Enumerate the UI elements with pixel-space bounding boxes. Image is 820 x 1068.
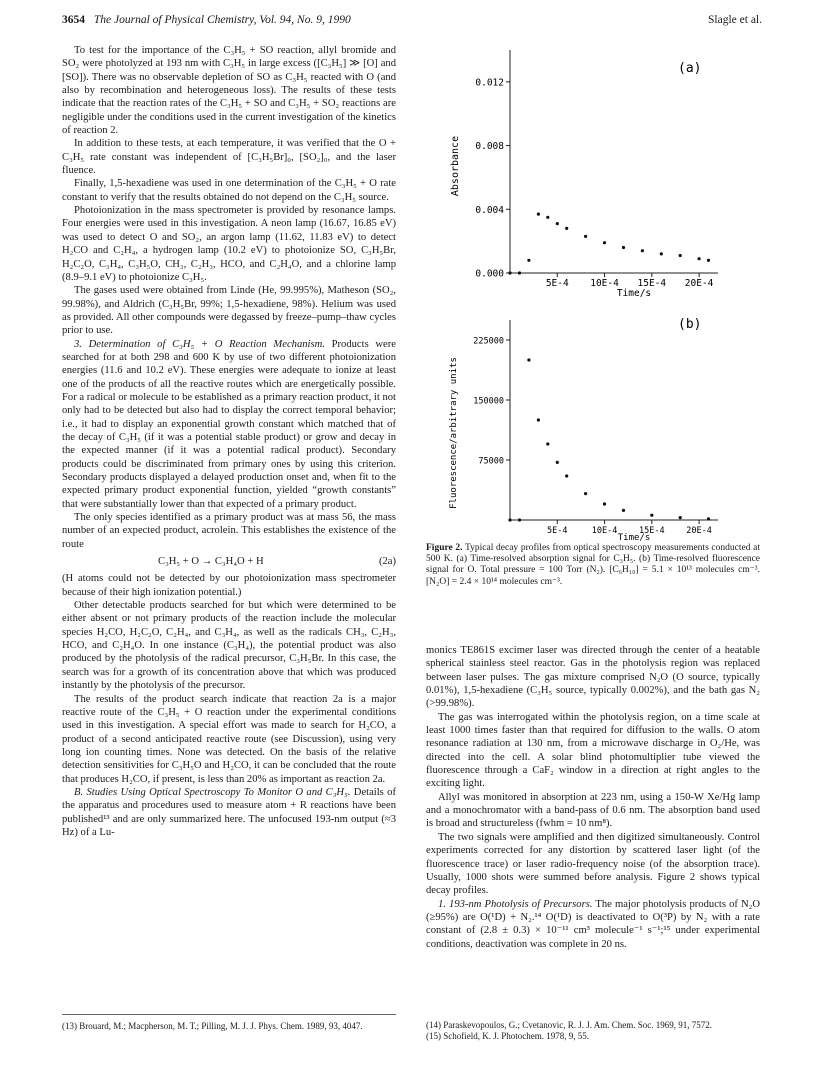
data-point (556, 222, 559, 225)
footnotes-right (426, 1014, 760, 1042)
y-tick-label: 75000 (478, 456, 504, 467)
data-point (622, 509, 625, 512)
data-point (584, 235, 587, 238)
paragraph: The results of the product search indicate that reaction 2a is a major reactive route of the C₃H₅ + O reaction under the experimental conditions used in this investigation. A special effort was made to search for H₂CO, a product of a second anticipated reactive route (see Discussion), using very long ion counting times. None was detected. On the basis of the relative detection sensitivities for C₃H₅O and H₂CO, it can be concluded that the route that produces H₂CO, if present, is less than 20% as important as reaction 2a. (62, 693, 396, 785)
x-tick-label: 5E-4 (545, 278, 569, 289)
data-point (641, 249, 644, 252)
figure-caption-label: Figure 2. (426, 543, 463, 553)
paragraph: Allyl was monitored in absorption at 223 nm, using a 150-W Xe/Hg lamp and a monochromator with a band-pass of 0.6 nm. The absorption band used is broad and structureless (fwhm = 10 nm⁸). (426, 791, 760, 830)
equation-number: (2a) (378, 556, 396, 568)
x-tick-label: 20E-4 (684, 278, 714, 289)
data-point (537, 213, 540, 216)
paragraph: The gases used were obtained from Linde (He, 99.995%), Matheson (SO₂, 99.98%), and Aldrich (C₃H₅Br, 99%; 1,5-hexadiene, 98%). Helium was used as provided. All other compounds were degassed by freeze–pump–thaw cycles prior to use. (62, 285, 396, 337)
section-heading: 1. 193-nm Photolysis of Precursors. (438, 898, 593, 910)
data-point (508, 271, 511, 274)
figure-caption-text: Typical decay profiles from optical spectroscopy measurements conducted at 500 K. (a) Time-resolved absorption signal for C₃H₅. (b) Time-resolved fluorescence signal for O. Total pressure = 100 Torr (N₂). [C₆H₁₀] = 5.1 × 10¹³ molecules cm⁻³. [N₂O] = 2.4 × 10¹⁴ molecules cm⁻³. (426, 543, 760, 587)
section-heading: B. Studies Using Optical Spectroscopy To Monitor O and C₃H₅. (74, 786, 351, 798)
equation (62, 551, 396, 572)
paragraph: The gas was interrogated within the photolysis region, on a time scale at least 1000 times faster than that required for diffusion to the walls. O atom resonance radiation at 130 nm, from a microwave discharge in O₂/He, was directed into the cell. A solar blind photomultiplier tube viewed the fluorescence through a CaF₂ window in a direction at right angles to the exciting light. (426, 711, 760, 790)
y-tick-label: 0.012 (475, 77, 504, 89)
data-point (707, 259, 710, 262)
paragraph-text: Details of the apparatus and procedures used to measure atom + R reactions have been published¹³ and are only summarized here. The unfocused 193-nm output (≈3 Hz) of a Lu- (62, 786, 396, 838)
data-point (518, 271, 521, 274)
page-header (62, 14, 762, 32)
footnote: (13) Brouard, M.; Macpherson, M. T.; Pilling, M. J. J. Phys. Chem. 1989, 93, 4047. (62, 1021, 363, 1031)
paragraph: monics TE861S excimer laser was directed through the center of a heatable spherical stainless steel reactor. Gas in the photolysis region was replaced between laser pulses. The gas mixture comprised N₂O (O source, typically 0.01%), 1,5-hexadiene (C₃H₅ source, typically 0.002%), and the bath gas N₂ (>99.98%). (426, 645, 760, 710)
panel-a-yticks (475, 77, 510, 279)
section-heading: 3. Determination of C₃H₅ + O Reaction Mechanism. (74, 338, 325, 350)
data-point (508, 518, 511, 521)
paragraph: Other detectable products searched for but which were determined to be either absent or not primary products of the reaction include the molecular species H₂CO, H₂C₂O, C₂H₄, and C₃H₄, as well as the radicals CH₃, C₂H₃, HCO, and C₂H₄O. In one instance (C₃H₄), the potential product was also produced by the photolysis of the radical precursor, C₃H₅Br. In this case, the search was for a growth of its concentration above that which was produced instantly by the photolysis of the precursor. (62, 600, 396, 692)
panel-a-xlabel: Time/s (616, 288, 652, 299)
y-tick-label: 0.004 (475, 204, 504, 216)
data-point (556, 461, 559, 464)
y-tick-label: 0.008 (475, 141, 504, 153)
equation-body: C₃H₅ + O → C₃H₄O + H (158, 556, 264, 568)
footnote: (14) Paraskevopoulos, G.; Cvetanovic, R. J. J. Am. Chem. Soc. 1969, 91, 7572. (426, 1020, 712, 1030)
panel-a-ylabel: Absorbance (450, 135, 461, 197)
panel-b-xlabel: Time/s (617, 533, 651, 543)
data-point (603, 241, 606, 244)
x-tick-label: 15E-4 (639, 526, 665, 536)
panel-a-xticks (546, 273, 714, 289)
footnote: (15) Schofield, K. J. Photochem. 1978, 9, 55. (426, 1031, 589, 1041)
data-point (603, 502, 606, 505)
paragraph: In addition to these tests, at each temperature, it was verified that the O + C₃H₅ rate constant was independent of [C₃H₅Br]₀, [SO₂]₀, and the laser fluence. (62, 138, 396, 177)
panel-b-ylabel: Fluorescence/arbitrary units (449, 357, 459, 509)
paragraph-text: Products were searched for at both 298 and 600 K by use of two different photoionization energies (11.6 and 10.2 eV). These energies were adequate to ionize at least one of the products of all the reactive routes which are energetically possible. For a radical or molecule to be established as a primary reaction product, it not only had to be detected but also had to display the correct temporal behavior; i.e., it had to display an exponential growth constant which matched that of the decay of C₃H₅ (if it was a potential stable product) or grow and decay in the expected manner (if it was a potential radical product). Secondary products could be discriminated from primary ones by using this criterion. Secondary products displayed a delayed production onset and, when fit to the expected primary product exponential function, yielded “growth constants” that were substantially lower than that expected of a primary product. (62, 338, 396, 510)
data-point (650, 514, 653, 517)
x-tick-label: 10E-4 (590, 278, 619, 289)
x-tick-label: 20E-4 (686, 526, 712, 536)
paragraph (426, 898, 760, 951)
panel-a-label: (a) (678, 61, 702, 76)
paragraph: Photoionization in the mass spectrometer is provided by resonance lamps. Four energies were used in this investigation. A neon lamp (16.67, 16.85 eV) was used to detect O and SO₂, an argon lamp (11.62, 11.83 eV) to detect H₂CO and C₂H₄, a hydrogen lamp (10.2 eV) to photoionize SO, C₃H₅Br, H₂C₂O, C₃H₄, C₃H₅O, CH₃, C₂H₃, HCO, and C₂H₄O, and a chlorine lamp (8.9–9.1 eV) to photoionize C₃H₅. (62, 205, 396, 283)
data-point (584, 492, 587, 495)
left-column (62, 44, 396, 839)
data-point (518, 518, 521, 521)
data-point (546, 442, 549, 445)
paragraph: (H atoms could not be detected by our photoionization mass spectrometer because of their high ionization potential.) (62, 573, 396, 598)
paragraph: To test for the importance of the C₃H₅ + SO reaction, allyl bromide and SO₂ were photolyzed at 193 nm with C₃H₅ in large excess ([C₃H₅] ≫ [O] and [SO]). There was no observable depletion of SO as C₃H₅ reacted with O (and also by recombination and heterogeneous loss). The results of these tests indicate that the reaction rates of the C₃H₅ + SO and C₃H₅ + SO₂ reactions are negligible under the conditions used in the current investigation of the kinetics of reaction 2. (62, 45, 396, 137)
paragraph (62, 786, 396, 839)
data-point (565, 227, 568, 230)
panel-b-points (508, 358, 710, 521)
paragraph: The only species identified as a primary product was at mass 56, the mass number of an expected product, acrolein. This establishes the existence of the route (62, 512, 396, 550)
data-point (527, 358, 530, 361)
data-point (660, 252, 663, 255)
x-tick-label: 15E-4 (637, 278, 667, 289)
panel-b-label: (b) (678, 317, 702, 332)
y-tick-label: 150000 (473, 396, 504, 407)
data-point (546, 216, 549, 219)
right-column (426, 644, 760, 951)
panel-a-points (508, 213, 710, 275)
paragraph: Finally, 1,5-hexadiene was used in one determination of the C₃H₅ + O rate constant to verify that the results obtained do not depend on the C₃H₅ source. (62, 178, 396, 203)
y-tick-label: 225000 (473, 336, 504, 347)
page-number: 3654 (62, 14, 85, 26)
y-tick-label: 0.000 (475, 268, 504, 280)
figure-caption (426, 543, 760, 588)
journal-title: The Journal of Physical Chemistry, Vol. 94, No. 9, 1990 (93, 14, 351, 26)
panel-a (450, 50, 718, 299)
panel-b (449, 317, 718, 543)
data-point (707, 517, 710, 520)
panel-b-yticks (473, 337, 510, 467)
data-point (537, 418, 540, 421)
paragraph (62, 338, 396, 511)
paragraph-text: The major photolysis products of N₂O (≥95%) are O(¹D) + N₂.¹⁴ O(¹D) is deactivated to O(³P) by N₂ with a rate constant of (2.8 ± 0.3) × 10⁻¹¹ cm³ molecule⁻¹ s⁻¹;¹⁵ under experimental conditions, deactivation was complete in 20 ns. (426, 898, 761, 950)
data-point (679, 516, 682, 519)
x-tick-label: 10E-4 (591, 526, 618, 536)
x-tick-label: 5E-4 (547, 526, 568, 536)
running-author: Slagle et al. (708, 14, 762, 26)
data-point (698, 257, 701, 260)
figure-2 (426, 38, 786, 543)
paragraph: The two signals were amplified and then digitized simultaneously. Control experiments corrected for any distortion by scattered laser light (of the fluorescence trace) or laser radio-frequency noise (of the absorption trace). Usually, 1000 shots were summed before analysis. Figure 2 shows typical decay profiles. (426, 831, 760, 897)
data-point (565, 474, 568, 477)
footnotes-left (62, 1014, 396, 1032)
data-point (622, 246, 625, 249)
data-point (679, 254, 682, 257)
data-point (527, 259, 530, 262)
